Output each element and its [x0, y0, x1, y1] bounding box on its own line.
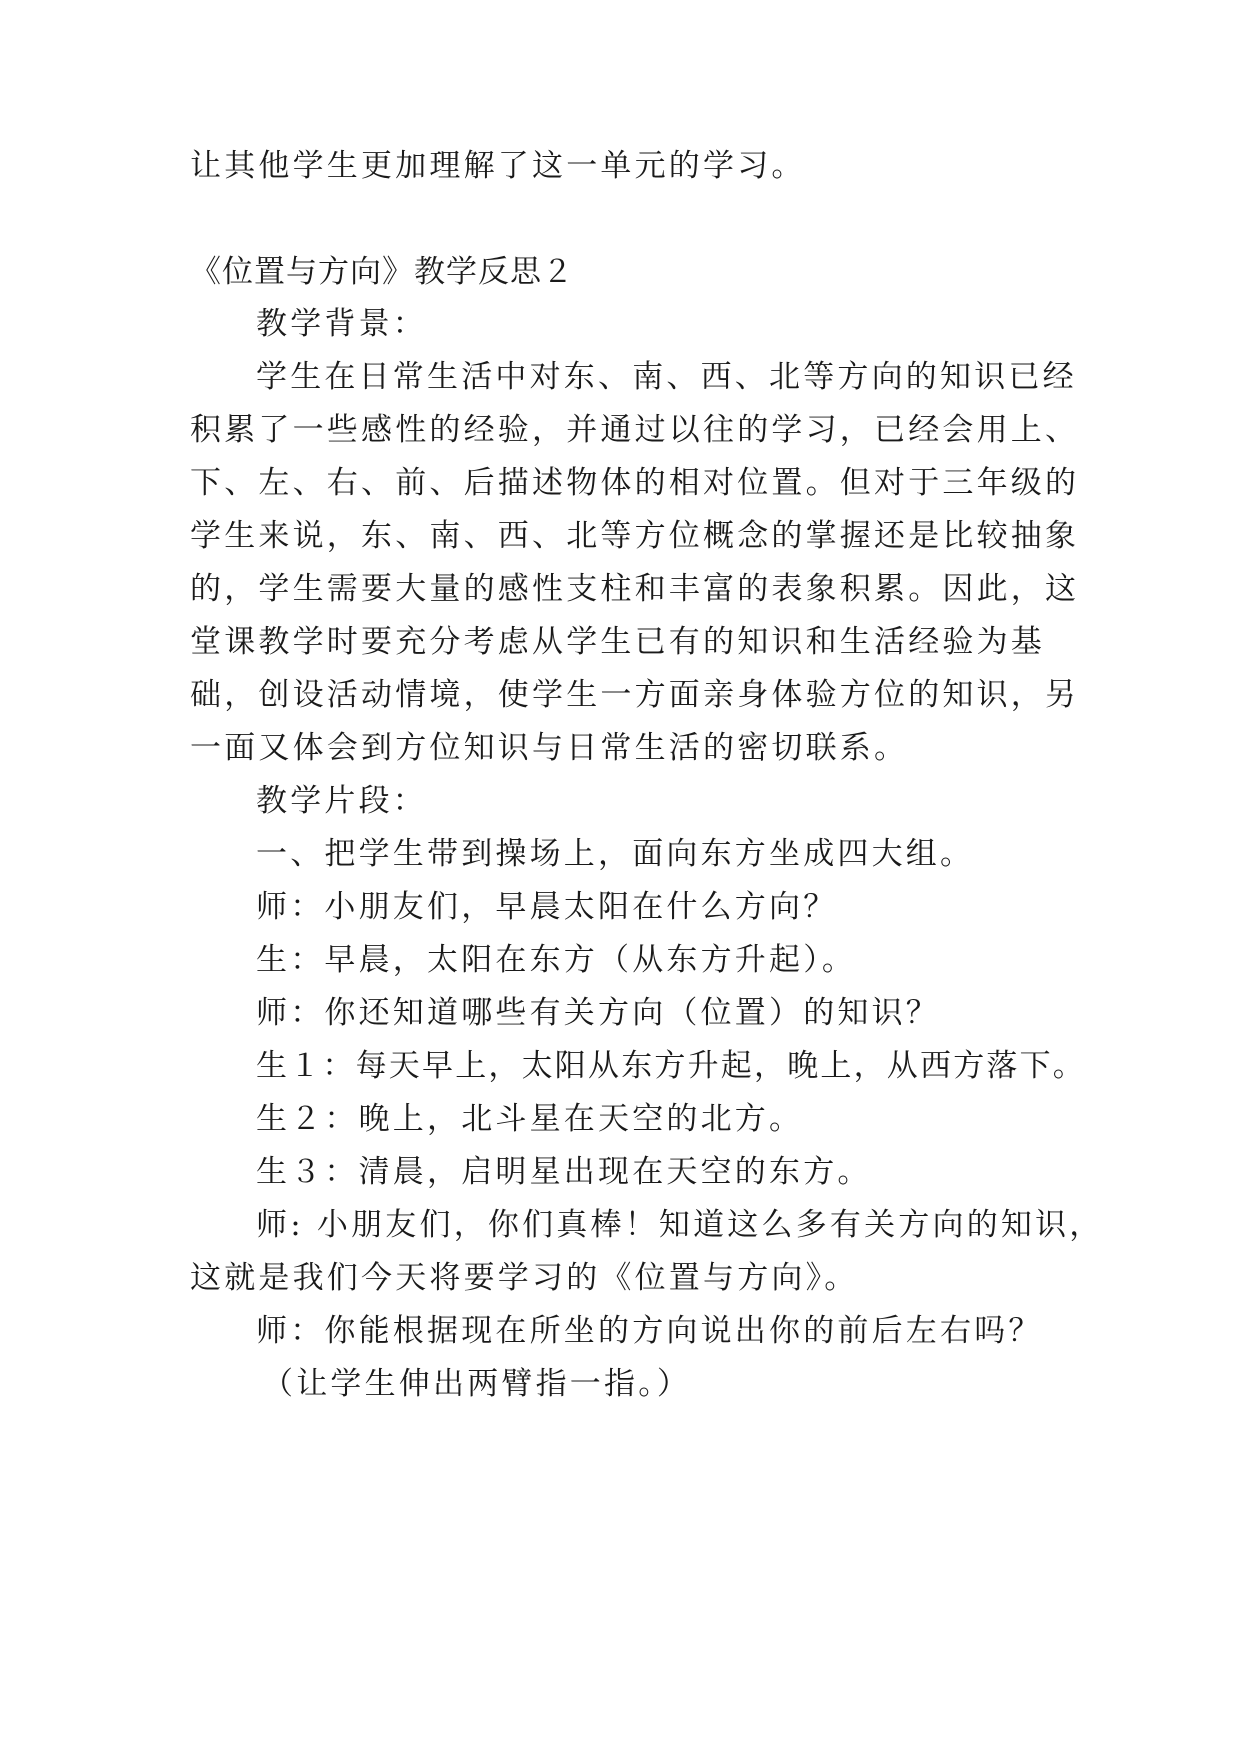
- background-line: 积累了一些感性的经验，并通过以往的学习，已经会用上、: [190, 412, 1080, 448]
- background-line: 学生来说，东、南、西、北等方位概念的掌握还是比较抽象: [190, 518, 1080, 554]
- question-line: 师：你能根据现在所坐的方向说出你的前后左右吗？: [256, 1313, 1043, 1349]
- continuation-line: 这就是我们今天将要学习的《位置与方向》。: [190, 1260, 859, 1296]
- fragment-heading: 教学片段：: [256, 783, 427, 819]
- fragment-line: 生３：清晨，启明星出现在天空的东方。: [256, 1154, 872, 1190]
- fragment-line: 师：小朋友们，早晨太阳在什么方向？: [256, 889, 838, 925]
- fragment-line: 一、把学生带到操场上，面向东方坐成四大组。: [256, 836, 975, 872]
- instruction-line: （让学生伸出两臂指一指。）: [262, 1366, 692, 1402]
- background-line: 下、左、右、前、后描述物体的相对位置。但对于三年级的: [190, 465, 1080, 501]
- fragment-line: 师：你还知道哪些有关方向（位置）的知识？: [256, 995, 940, 1031]
- fragment-line: 生１：每天早上，太阳从东方升起，晚上，从西方落下。: [256, 1048, 1086, 1084]
- background-line: 学生在日常生活中对东、南、西、北等方向的知识已经: [256, 359, 1077, 395]
- intro-line: 让其他学生更加理解了这一单元的学习。: [190, 148, 806, 184]
- background-line: 堂课教学时要充分考虑从学生已有的知识和生活经验为基: [190, 624, 1045, 660]
- section-title: 《位置与方向》教学反思２: [190, 254, 574, 290]
- background-line: 的，学生需要大量的感性支柱和丰富的表象积累。因此，这: [190, 571, 1080, 607]
- background-line: 础，创设活动情境，使学生一方面亲身体验方位的知识，另: [190, 677, 1080, 713]
- fragment-line: 师: 小朋友们，你们真棒！知道这么多有关方向的知识，: [256, 1207, 1104, 1243]
- background-heading: 教学背景：: [256, 306, 427, 342]
- fragment-line: 生２：晚上，北斗星在天空的北方。: [256, 1101, 804, 1137]
- fragment-line: 生：早晨，太阳在东方（从东方升起）。: [256, 942, 857, 978]
- background-line: 一面又体会到方位知识与日常生活的密切联系。: [190, 730, 909, 766]
